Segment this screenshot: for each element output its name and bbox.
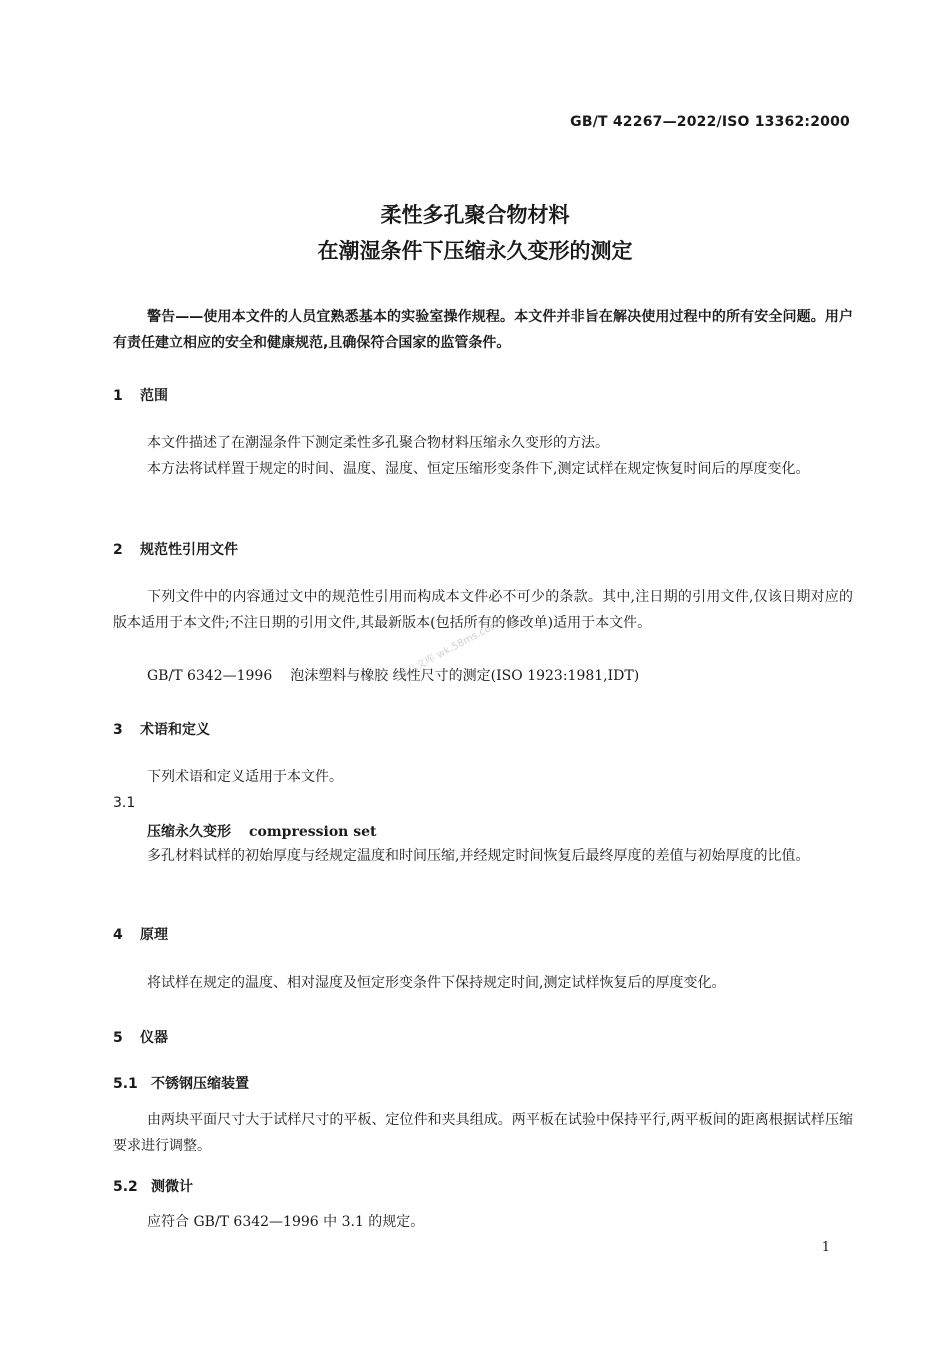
reference-code: GB/T 6342—1996 bbox=[147, 668, 273, 684]
section-title: 范围 bbox=[140, 388, 168, 404]
section-number: 5 bbox=[113, 1030, 123, 1046]
term-number: 3.1 bbox=[113, 795, 136, 811]
section-number: 1 bbox=[113, 388, 123, 404]
section-title: 测微计 bbox=[151, 1179, 193, 1195]
term-definition: 多孔材料试样的初始厚度与经规定温度和时间压缩,并经规定时间恢复后最终厚度的差值与初始厚度的比值。 bbox=[147, 848, 810, 864]
section-number: 5.1 bbox=[113, 1076, 138, 1092]
section-2-heading bbox=[113, 539, 238, 559]
section-number: 2 bbox=[113, 542, 123, 558]
section-5-1-paragraph: 由两块平面尺寸大于试样尺寸的平板、定位件和夹具组成。两平板在试验中保持平行,两平板间的距离根据试样压缩要求进行调整。 bbox=[113, 1112, 853, 1154]
warning-paragraph: 警告——使用本文件的人员宜熟悉基本的实验室操作规程。本文件并非旨在解决使用过程中的所有安全问题。用户有责任建立相应的安全和健康规范,且确保符合国家的监管条件。 bbox=[113, 309, 853, 351]
section-5-2-paragraph: 应符合 GB/T 6342—1996 中 3.1 的规定。 bbox=[147, 1214, 425, 1230]
section-title: 不锈钢压缩装置 bbox=[151, 1076, 249, 1092]
section-5-2-heading bbox=[113, 1176, 193, 1196]
section-4-paragraph-1: 将试样在规定的温度、相对湿度及恒定形变条件下保持规定时间,测定试样恢复后的厚度变化。 bbox=[147, 975, 726, 991]
term-english: compression set bbox=[249, 824, 377, 840]
section-number: 3 bbox=[113, 722, 123, 738]
standard-code: GB/T 42267—2022/ISO 13362:2000 bbox=[570, 114, 850, 130]
page-number: 1 bbox=[821, 1240, 830, 1255]
section-3-paragraph-1: 下列术语和定义适用于本文件。 bbox=[147, 769, 343, 785]
section-number: 4 bbox=[113, 927, 123, 943]
section-4-heading bbox=[113, 924, 168, 944]
section-3-heading bbox=[113, 719, 210, 739]
section-2-paragraph-1: 下列文件中的内容通过文中的规范性引用而构成本文件必不可少的条款。其中,注日期的引用文件,仅该日期对应的版本适用于本文件;不注日期的引用文件,其最新版本(包括所有的修改单)适用于本文件。 bbox=[113, 589, 853, 631]
section-title: 规范性引用文件 bbox=[140, 542, 238, 558]
document-title-line2: 在潮湿条件下压缩永久变形的测定 bbox=[317, 239, 633, 263]
section-number: 5.2 bbox=[113, 1179, 138, 1195]
section-title: 原理 bbox=[140, 927, 168, 943]
section-5-1-heading bbox=[113, 1073, 249, 1093]
term-entry bbox=[147, 821, 376, 841]
reference-title: 泡沫塑料与橡胶 线性尺寸的测定(ISO 1923:1981,IDT) bbox=[290, 668, 640, 684]
section-1-heading bbox=[113, 385, 168, 405]
section-5-heading bbox=[113, 1027, 168, 1047]
section-1-paragraph-2: 本方法将试样置于规定的时间、温度、湿度、恒定压缩形变条件下,测定试样在规定恢复时间后的厚度变化。 bbox=[147, 461, 810, 477]
watermark: 五八文库 wk.58ms.com bbox=[396, 618, 502, 682]
normative-reference bbox=[147, 665, 639, 685]
term-chinese: 压缩永久变形 bbox=[147, 824, 231, 840]
section-1-paragraph-1: 本文件描述了在潮湿条件下测定柔性多孔聚合物材料压缩永久变形的方法。 bbox=[147, 435, 609, 451]
section-title: 术语和定义 bbox=[140, 722, 210, 738]
section-title: 仪器 bbox=[140, 1030, 168, 1046]
document-title-line1: 柔性多孔聚合物材料 bbox=[380, 203, 570, 227]
